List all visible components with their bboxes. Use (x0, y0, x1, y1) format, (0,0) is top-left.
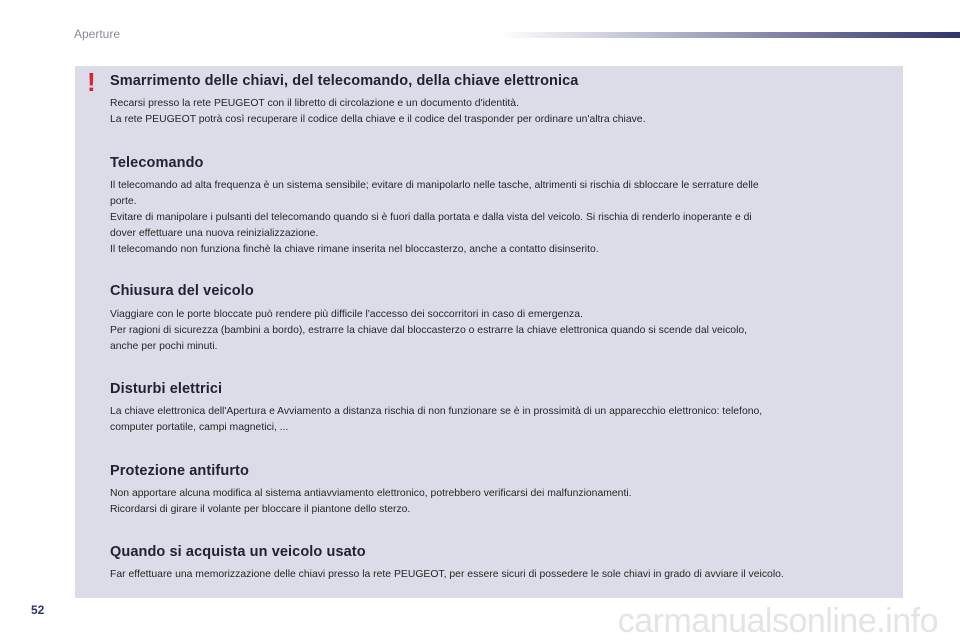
section-title: Protezione antifurto (110, 463, 249, 479)
paragraph-line: Non apportare alcuna modifica al sistema antiavviamento elettronico, potrebbero verificarsi dei malfunzionamenti. (110, 488, 632, 499)
section-title: Smarrimento delle chiavi, del telecomando, della chiave elettronica (110, 73, 579, 89)
paragraph-line: Evitare di manipolare i pulsanti del telecomando quando si è fuori dalla portata e dalla vista del veicolo. Si rischia di renderlo inoperante e di (110, 212, 752, 223)
section-electrical-interference (110, 380, 900, 436)
section-used-vehicle (110, 543, 900, 583)
paragraph-line: Il telecomando ad alta frequenza è un sistema sensibile; evitare di manipolarlo nelle tasche, altrimenti si rischia di sbloccare le serrature delle (110, 180, 759, 191)
paragraph-line: anche per pochi minuti. (110, 341, 218, 352)
section-title: Telecomando (110, 155, 204, 171)
section-header-title: Aperture (74, 27, 121, 41)
paragraph-line: Il telecomando non funziona finchè la chiave rimane inserita nel bloccasterzo, anche a contatto disinserito. (110, 244, 599, 255)
paragraph-line: Recarsi presso la rete PEUGEOT con il libretto di circolazione e un documento d'identità. (110, 98, 519, 109)
section-title: Disturbi elettrici (110, 381, 223, 397)
paragraph-line: porte. (110, 196, 137, 207)
section-remote-control (110, 154, 900, 258)
paragraph-line: dover effettuare una nuova reinizializzazione. (110, 228, 319, 239)
section-lost-keys (110, 72, 900, 128)
warning-content (110, 72, 900, 583)
paragraph-line: computer portatile, campi magnetici, ... (110, 422, 289, 433)
page-number: 52 (31, 603, 45, 617)
watermark-text: carmanualsonline.info (617, 602, 938, 640)
section-anti-theft (110, 462, 900, 518)
section-vehicle-locking (110, 282, 900, 355)
section-title: Quando si acquista un veicolo usato (110, 544, 366, 560)
paragraph-line: La rete PEUGEOT potrà così recuperare il codice della chiave e il codice del trasponder per ordinare un'altra chiave. (110, 114, 646, 125)
paragraph-line: Viaggiare con le porte bloccate può rendere più difficile l'accesso dei soccorritori in caso di emergenza. (110, 309, 583, 320)
paragraph-line: Far effettuare una memorizzazione delle chiavi presso la rete PEUGEOT, per essere sicuri di possedere le sole chiavi in grado di avviare il veicolo. (110, 569, 784, 580)
header-gradient-bar (500, 32, 960, 38)
paragraph-line: Ricordarsi di girare il volante per bloccare il piantone dello sterzo. (110, 504, 411, 515)
paragraph-line: La chiave elettronica dell'Apertura e Avviamento a distanza rischia di non funzionare se è in prossimità di un apparecchio elettronico: telefono, (110, 406, 763, 417)
paragraph-line: Per ragioni di sicurezza (bambini a bordo), estrarre la chiave dal bloccasterzo o estrarre la chiave elettronica quando si scende dal veicolo, (110, 325, 748, 336)
section-title: Chiusura del veicolo (110, 283, 254, 299)
warning-exclamation-icon: ! (87, 67, 96, 97)
